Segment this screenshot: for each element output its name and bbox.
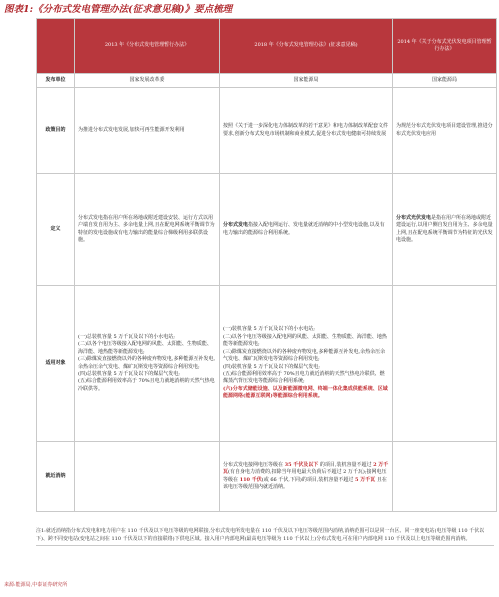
consumption-2013 (75, 442, 220, 512)
table-row-scope (37, 286, 497, 442)
scope-2018-item: (一)装机容量 5 万千瓦及以下的小水电站; (223, 326, 315, 333)
definition-2018-text: 指接入配电网运行、发电量就近消纳的中小型发电设施,以及有电力输出的能源综合利用系统。 (223, 222, 385, 236)
purpose-2014: 为规范分布式光伏发电项目建设管理,推进分布式光伏发电应用 (393, 88, 497, 174)
scope-2013-item: (三)除煤炭直接燃烧以外的各种废弃物发电,多种能源互补发电,余热余压余气发电、煤矿瓦斯发电等资源综合利用发电; (78, 356, 216, 370)
definition-2018 (220, 174, 393, 286)
issuer-2018: 国家能源局 (220, 74, 393, 88)
consumption-text: 且在该电压等级范围内就近消纳。 (223, 476, 387, 490)
scope-2018-item: (三)除煤炭直接燃烧以外的各种废弃物发电,多种能源互补发电,余热余压余气发电、煤矿瓦斯发电等资源综合利用发电; (223, 348, 386, 363)
scope-2013-item: (二)以各个电压等级接入配电网的风能、太阳能、生物质能、海洋能、地热能等新能源发电; (78, 341, 212, 355)
scope-2013-item: (五)综合能源利用效率高于 70%且电力就地消纳的天然气热电冷联供等。 (78, 378, 215, 392)
purpose-2013: 为推进分布式发电发展,加快可再生能源开发利用 (75, 88, 220, 174)
scope-2018-item: (五)综合能源利用效率高于 70%且电力就近消纳的天然气热电冷联供、燃煤蒸汽背压发电等能源综合利用系统; (223, 370, 385, 385)
definition-2013: 分布式发电指在用户所在场地或附近建设安装、运行方式以用户端自发自用为主、多余电量上网,且在配电网系统平衡调节为特征的发电设施或有电力输出的能量综合梯级利用多联供设施。 (75, 174, 220, 286)
scope-2018-item: (二)以各个电压等级接入配电网的风能、太阳能、生物质能、海洋能、地热能等新能源发电; (223, 333, 387, 348)
table-row-purpose (37, 88, 497, 174)
scope-2018-item-highlight: (六)分布式储能设施、以及新能源微电网、终端一体化集成供能系统、区域能源网络(能源互联网)等能源综合利用系统。 (223, 385, 388, 400)
consumption-text: (或 66 千伏,下同)的项目,装机容量不超过 (261, 476, 355, 483)
definition-2014-term: 分布式光伏发电 (396, 214, 432, 221)
consumption-text: (有自身电力消费的,扣除当年用电最大负荷后不超过 2 万千瓦);接网电压等级在 (223, 469, 387, 483)
header-2018: 2018 年《分布式发电管理办法》(征求意见稿) (220, 19, 393, 74)
figure-title: 图表1:《分布式发电管理办法(征求意见稿)》要点梳理 (4, 4, 233, 15)
definition-2014 (393, 174, 497, 286)
table-row-definition (37, 174, 497, 286)
issuer-2014: 国家能源局 (393, 74, 497, 88)
row-label-purpose: 政策目的 (37, 88, 75, 174)
header-2013: 2013 年《分布式发电管理暂行办法》 (75, 19, 220, 74)
scope-2018-item: (四)装机容量 5 万千瓦及以下的煤层气发电; (223, 363, 320, 370)
table-header-row (37, 19, 497, 74)
consumption-text: 的项目,装机容量不超过 (318, 461, 374, 468)
purpose-2018: 按照《关于进一步深化电力体制改革的若干意见》和电力体制改革配套文件要求,创新分布式发电市场机制和商业模式,促进分布式发电健康可持续发展 (220, 88, 393, 174)
row-label-scope: 适用对象 (37, 286, 75, 442)
definition-2018-term: 分布式发电 (223, 222, 249, 229)
definition-2014-text: 是指在用户所在场地或附近建设运行,以用户侧自发自用为主、多余电量上网,且在配电系统平衡调节为特征的光伏发电设施。 (396, 214, 493, 243)
scope-2013-item: (四)总装机容量 5 万千瓦及以下的煤层气发电; (78, 370, 180, 377)
policy-comparison-table (36, 18, 497, 512)
table-footnote: 注1:就近消纳指分布式发电和电力用户在 110 千伏及以下电压等级的电网联接,分布式发电所发电量在 110 千伏及以下电压等级范围内消纳,消纳范围可以是同一台区、同一座变电站(电压等级 110 千伏以下)、跨不同变电站(变电站之间在 110 千伏及以下的直接联络)下供电区域。接入用户内部电网(最高电压等级为 110 千伏以上)分布式发电,可在用户内部电网 110 千伏及以上电压等级范围内消纳。 (36, 527, 494, 546)
consumption-text: 分布式发电接网电压等级在 (223, 461, 285, 468)
row-label-definition: 定义 (37, 174, 75, 286)
consumption-highlight: 35 千伏及以下 (284, 461, 319, 468)
consumption-highlight: 5 万千瓦 (355, 476, 376, 483)
consumption-highlight: 110 千伏 (239, 476, 262, 483)
scope-2013-item: (一)总装机容量 5 万千瓦及以下的小水电站; (78, 333, 175, 340)
header-2014: 2014 年《关于分布式光伏发电项目管理暂行办法》 (393, 19, 497, 74)
row-label-issuer: 发布单位 (37, 74, 75, 88)
scope-2013 (75, 286, 220, 442)
scope-2014 (393, 286, 497, 442)
left-margin (4, 18, 36, 525)
source-line: 来源:能源局,中泰证券研究所 (4, 582, 68, 588)
header-corner (37, 19, 75, 74)
issuer-2013: 国家发展改革委 (75, 74, 220, 88)
table-row-issuer (37, 74, 497, 88)
consumption-2018 (220, 442, 393, 512)
row-label-consumption: 就近消纳 (37, 442, 75, 512)
scope-2018 (220, 286, 393, 442)
table-row-consumption (37, 442, 497, 512)
consumption-highlight: 2 万千瓦 (223, 461, 389, 476)
consumption-2014 (393, 442, 497, 512)
